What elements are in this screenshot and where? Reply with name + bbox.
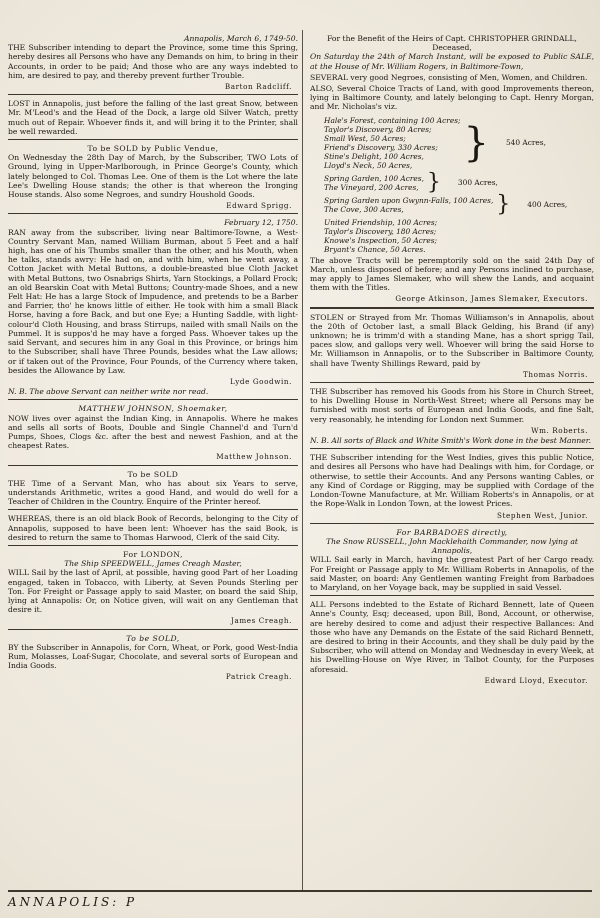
ad-body: NOW lives over against the Indian King, in Annapolis. Where he makes and sells all sorts of Boots, Double and Single Channel'd and Turn'd Pumps, Shoes, Clogs &c. after the best and newest Fashion, and at the cheapest Rates.: [8, 413, 298, 451]
ad-runaway-servant: [8, 218, 298, 396]
ad-ship-barbadoes: [310, 528, 594, 592]
signature: Lyde Goodwin.: [229, 376, 292, 386]
tract-item: Knowe's Inspection, 50 Acres;: [324, 235, 437, 245]
brace: }: [426, 169, 441, 195]
tract-total: 300 Acres,: [457, 178, 498, 188]
tract-item: Friend's Discovery, 330 Acres;: [324, 142, 438, 152]
footer-rule: [8, 890, 592, 892]
signature: Thomas Norris.: [523, 369, 588, 379]
column-divider: [302, 30, 303, 890]
nota-bene: N. B. All sorts of Black and White Smith's Work done in the best Manner.: [310, 436, 591, 446]
tract-list: [324, 196, 493, 214]
ad-body: STOLEN or Strayed from Mr. Thomas Williamson's in Annapolis, about the 20th of October last, a small Black Gelding, his Brand (if any) unknown; he is trimm'd with a standing Mane, has a short sprigg Tail, paces slow, and gallops very well. Whoever will bring the said Horse to Mr. Williamson in Annapolis, or to the Subscriber in Baltimore County, shall have Twenty Shillings Reward, paid by: [310, 312, 594, 368]
signature: Patrick Creagh.: [225, 672, 292, 682]
divider: [8, 94, 298, 95]
tract-item: Small West, 50 Acres;: [324, 133, 406, 143]
ad-body: The above Tracts will be peremptorily sold on the said 24th Day of March, unless disposed of before; and any Persons inclined to purchase, may apply to James Slemaker, who will shew the Lands, and acquaint them with the Titles.: [310, 255, 594, 293]
ad-servant-time-sale: [8, 470, 298, 507]
signature: Wm. Roberts.: [531, 425, 588, 435]
ad-goods-for-corn: [8, 634, 298, 682]
ad-body: RAN away from the subscriber, living near Baltimore-Towne, a West-Country Servant Man, named William Burman, about 5 Feet and a half high, has one of his Thumbs smaller than the other, and his Mouth, when he talks, stands awry: He had on, and with him, when he went away, a Cotton Jacket with Metal Buttons, a double-breasted blue Cloth Jacket with Metal Buttons, two Osnabrigs Shirts, Yarn Stockings, a Pollard Frock; an old Bearskin Coat with Metal Buttons; Country-made Shoes, and a new Felt Hat: He has a large Stock of Impudence, and pretends to be a Barber and Farrier, tho' he knows little of either. He took with him a small Black Horse, having a fore Back, and but one Eye; a Hunting Saddle, with light-colour'd Cloth Housing, and brass Stirrups, nailed with small Nails on the Pummel. It is suppos'd he may have a forged Pass. Whoever takes up the said Servant, and secures him in any Goal in this Province, or brings him to the Subscriber, shall have Three Pounds, besides what the Law allows; or if taken out of the Province, Four Pounds, of the Currency where taken, besides the Allowance by Law.: [8, 227, 298, 375]
tract-item: Spring Garden upon Gwynn-Falls, 100 Acres,: [324, 195, 494, 205]
ad-body: WILL Sail early in March, having the greatest Part of her Cargo ready. For Freight or Passage apply to Mr. William Roberts in Annapolis, of the said Master, on board: Any Gentlemen wanting Freight from Barbadoes to Maryland, on her Voyage back, may be supplied in said Vessel.: [310, 555, 594, 592]
tract-item: The Vineyard, 200 Acres,: [324, 182, 419, 192]
divider: [8, 629, 298, 630]
ad-body: THE Subscriber intending for the West Indies, gives this public Notice, and desires all Persons who have had Dealings with him, for Cordage, or otherwise, to settle their Accounts. And any Persons wanting Cables, or any Kind of Cordage or Rigging, may be supplied with Cordage of the London-Towne Manufacture, at Mr. William Roberts's in Annapolis, or at the Rope-Walk in London Town, at the lowest Prices.: [310, 453, 594, 509]
signature-role: Executors.: [543, 294, 588, 304]
tract-item: Lloyd's Neck, 50 Acres,: [324, 160, 413, 170]
ad-title: For LONDON,: [123, 549, 183, 559]
nota-bene: N. B. The above Servant can neither write nor read.: [8, 387, 209, 397]
ad-body: LOST in Annapolis, just before the falling of the last great Snow, between Mr. M'Leod's and the Head of the Dock, a large old Silver Watch, pretty much out of Repair. Whoever finds it, and will bring it to the Printer, shall be well rewarded.: [8, 99, 298, 136]
tract-group-b: [310, 169, 594, 195]
divider: [310, 382, 594, 383]
ad-body: THE Subscriber intending to depart the Province, some time this Spring, hereby desires all Persons who have any Demands on him, to bring in their Accounts, in order to be paid; And those who are any ways indebted to him, are desired to pay, and thereby prevent further Trouble.: [8, 43, 298, 80]
tract-item: United Friendship, 100 Acres;: [324, 217, 438, 227]
ad-title: To be SOLD: [127, 469, 179, 479]
tract-item: Bryant's Chance, 50 Acres.: [324, 244, 426, 254]
ad-subtitle: On Saturday the 24th of March Instant, will be exposed to Public SALE, at the House of Mr. William Rogers, in Baltimore-Town,: [310, 52, 594, 71]
dateline: Annapolis, March 6, 1749-50.: [184, 34, 298, 43]
divider: [310, 523, 594, 524]
divider: [8, 545, 298, 546]
signature: Stephen West, Junior.: [497, 510, 588, 520]
divider: [310, 307, 594, 309]
ad-body: ALSO, Several Choice Tracts of Land, with good Improvements thereon, lying in Baltimore County, and lately belonging to Capt. Henry Morgan, and Mr. Nicholas's viz.: [310, 84, 594, 112]
divider: [8, 213, 298, 214]
ad-body: ALL Persons indebted to the Estate of Richard Bennett, late of Queen Anne's County, Esq; deceased, upon Bill, Bond, Account, or otherwise, are hereby desired to come and adjust their respective Ballances: And those who have any Demands on the Estate of the said Richard Bennett, are desired to bring in their Accounts, and they shall be duly paid by the Subscriber, who will attend on Monday and Wednesday in every Week, at his Dwelling-House on Wye River, in Talbot County, for the Purposes aforesaid.: [310, 600, 594, 674]
ship-name: The Ship SPEEDWELL, James Creagh Master,: [64, 559, 242, 569]
ad-heading: MATTHEW JOHNSON, Shoemaker,: [78, 404, 228, 414]
ad-stolen-horse: [310, 313, 594, 379]
tract-total: 540 Acres,: [505, 138, 546, 148]
ad-ship-london: [8, 550, 298, 626]
ad-body: BY the Subscriber in Annapolis, for Corn, Wheat, or Pork, good West-India Rum, Molasses, Loaf-Sugar, Chocolate, and several sorts of European and India Goods.: [8, 642, 298, 671]
signature: Matthew Johnson.: [216, 452, 292, 462]
signature-name: George Atkinson,: [395, 294, 469, 304]
ad-record-book: [8, 514, 298, 542]
signature: Edward Lloyd, Executor.: [484, 675, 588, 685]
ad-public-vendue: [8, 144, 298, 210]
signature: Barton Radcliff.: [224, 82, 292, 92]
ad-body: On Wednesday the 28th Day of March, by the Subscriber, TWO Lots of Ground, lying in Upper-Marlborough, in Prince George's County, which lately belonged to Col. Thomas Lee. One of them is the Lot where the late Lee's Dwelling House stands; the other is that whereon the Ironging House stands. Also some Negroes, and sundry Houshold Goods.: [8, 153, 298, 200]
brace: }: [496, 191, 511, 217]
signature: Edward Sprigg.: [226, 201, 292, 211]
ad-body: SEVERAL very good Negroes, consisting of Men, Women, and Children.: [310, 72, 588, 82]
imprint-footer: ANNAPOLIS: P: [8, 895, 138, 909]
tract-item: Hale's Forest, containing 100 Acres;: [324, 115, 461, 125]
ad-body: WILL Sail by the last of April, at possible, having good Part of her Loading engaged, taken in Tobacco, with Liberty, at Seven Pounds Sterling per Ton. For Freight or Passage apply to said Master, on board the said Ship, lying at Annapolis: Or, on Notice given, will wait on any Gentleman that desire it.: [8, 568, 298, 615]
ad-grindall-estate-sale: [310, 34, 594, 304]
tract-list: [324, 116, 460, 170]
divider: [310, 448, 594, 449]
ad-departure-notice: [8, 34, 298, 91]
ad-title: For BARBADOES directly,: [396, 527, 508, 537]
ad-title: To be SOLD,: [126, 633, 180, 643]
tract-list: [324, 174, 424, 192]
right-column: [310, 34, 594, 688]
divider: [8, 509, 298, 510]
ad-title: For the Benefit of the Heirs of Capt. CHRISTOPHER GRINDALL, Deceased,: [327, 34, 577, 53]
ad-body: THE Subscriber has removed his Goods from his Store in Church Street, to his Dwelling House in North-West Street; where all Persons may be furnished with most sorts of European and India Goods, and fine Salt, very reasonably, he intending for London next Summer.: [310, 387, 594, 424]
dateline: February 12, 1750.: [224, 218, 298, 228]
ad-cordage: [310, 453, 594, 519]
ship-name: The Snow RUSSELL, John Macklehaith Commander, now lying at Annapolis,: [326, 536, 578, 556]
tract-group-a: [310, 114, 594, 172]
signature: James Creagh.: [231, 616, 292, 626]
ad-body: WHEREAS, there is an old black Book of Records, belonging to the City of Annapolis, supposed to have been lent: Whoever has the said Book, is desired to return the same to Thomas Harwood, Clerk of the said City.: [8, 514, 298, 542]
tract-total: 400 Acres,: [527, 200, 568, 210]
tract-item: Taylor's Discovery, 180 Acres;: [324, 226, 437, 236]
divider: [8, 465, 298, 466]
ad-shoemaker: [8, 404, 298, 461]
ad-title: To be SOLD by Public Vendue,: [87, 144, 219, 154]
signature: [310, 294, 588, 303]
divider: [8, 139, 298, 140]
brace: }: [463, 119, 489, 166]
tract-item: Stine's Delight, 100 Acres,: [324, 151, 424, 161]
tract-group-c: [310, 191, 594, 217]
divider: [8, 399, 298, 400]
tract-list: [324, 218, 594, 254]
ad-body: THE Time of a Servant Man, who has about six Years to serve, understands Arithmetic, writes a good Hand, and would do well for a Teacher of Children in the Country. Enquire of the Printer hereof.: [8, 478, 298, 507]
tract-item: Spring Garden, 100 Acres,: [324, 173, 424, 183]
divider: [310, 595, 594, 596]
ad-bennett-estate: [310, 600, 594, 685]
ad-goods-removed: [310, 387, 594, 445]
tract-item: The Cove, 300 Acres,: [324, 204, 404, 214]
ad-lost-watch: [8, 99, 298, 136]
signature-name: James Slemaker,: [470, 294, 541, 304]
left-column: [8, 34, 298, 685]
tract-item: Taylor's Discovery, 80 Acres;: [324, 124, 432, 134]
